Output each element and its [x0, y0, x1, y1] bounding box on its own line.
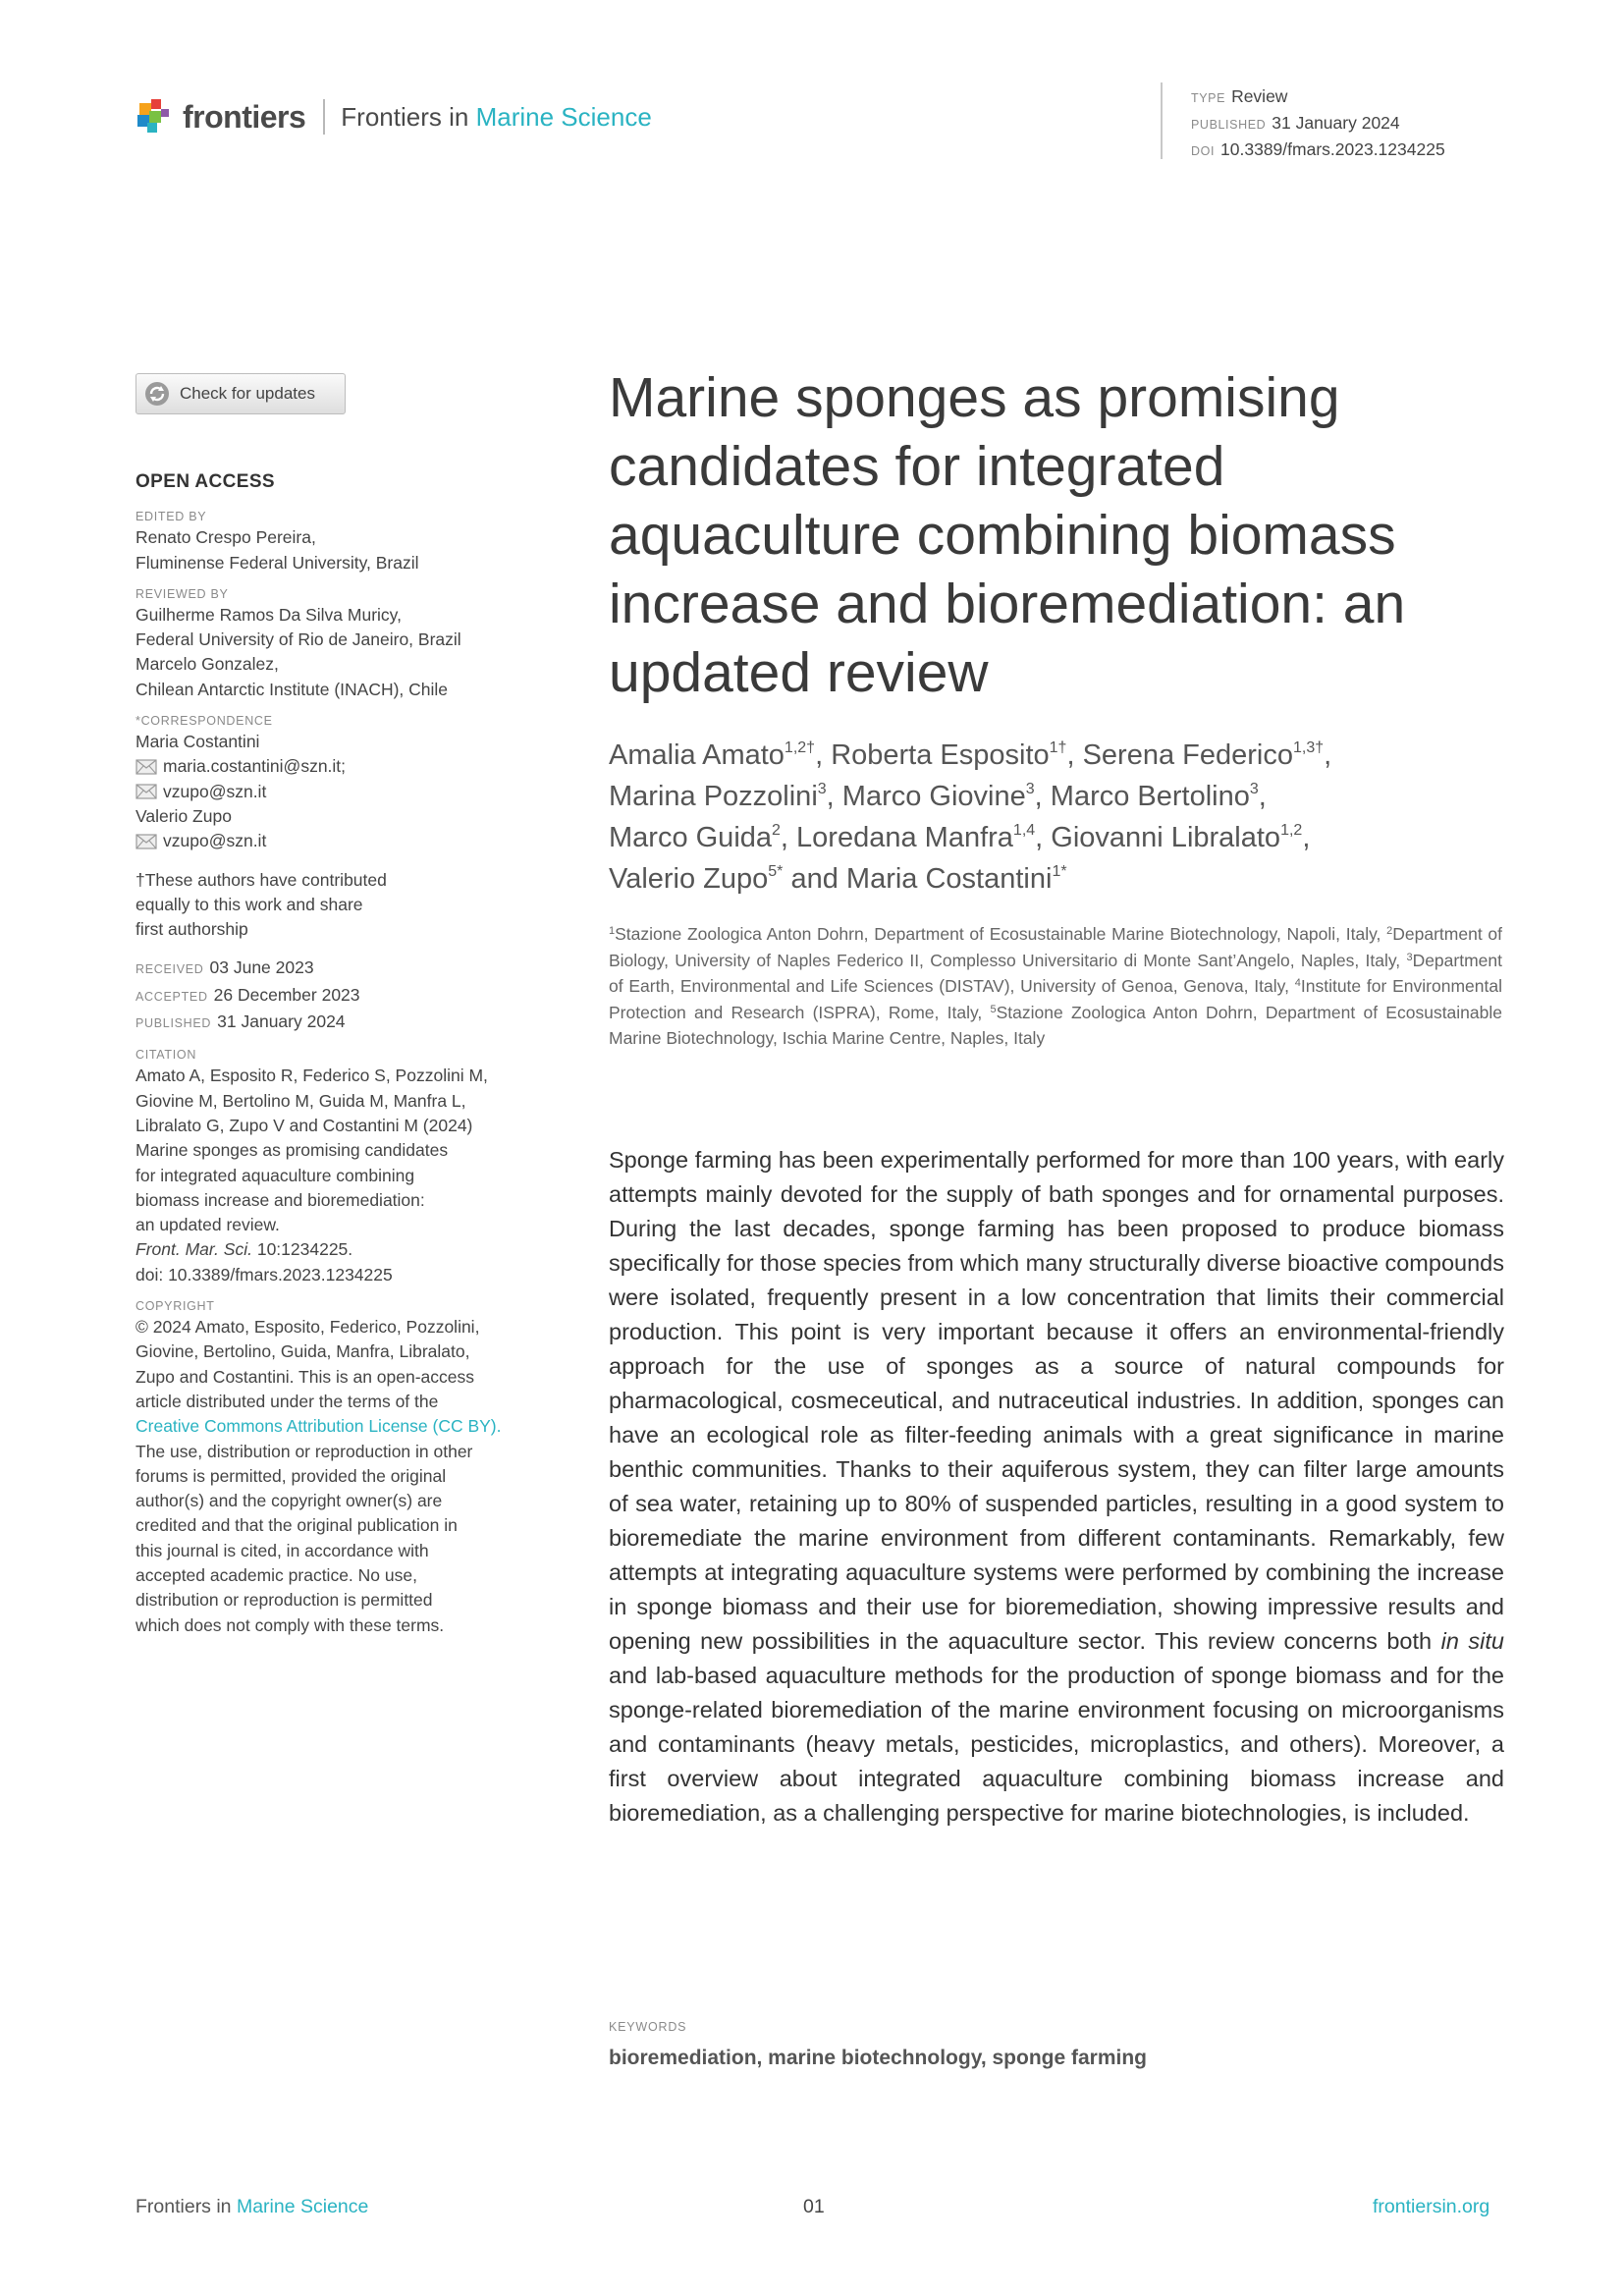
accepted-label: ACCEPTED: [135, 989, 208, 1004]
author[interactable]: Marco Guida$^2$: [609, 822, 781, 853]
affiliations: $^1$Stazione Zoologica Anton Dohrn, Department of Ecosustainable Marine Biotechnology, Napoli, Italy, $^2$Department of Biology, University of Naples Federico II, Complesso Universitario di Monte Sant’Angelo, Naples, Italy, $^3$Department of Earth, Environmental and Life Sciences (DISTAV), University of Genoa, Genova, Italy, $^4$Institute for Environmental Protection and Research (ISPRA), Rome, Italy, $^5$Stazione Zoologica Anton Dohrn, Department of Ecosustainable Marine Biotechnology, Ischia Marine Centre, Naples, Italy: [609, 924, 1502, 1048]
journal-prefix: Frontiers in: [341, 101, 469, 132]
meta-type: TYPE Review: [1191, 86, 1288, 106]
reviewer-name: Marcelo Gonzalez,: [135, 654, 279, 675]
frontiers-wordmark: frontiers: [183, 98, 306, 135]
frontiers-logo[interactable]: [135, 95, 652, 138]
author[interactable]: Serena Federico$^{1,3\dagger}$: [1082, 739, 1325, 771]
correspondence-label: *CORRESPONDENCE: [135, 714, 273, 729]
envelope-icon: [135, 834, 157, 849]
frontiers-logo-icon: [135, 97, 175, 137]
author[interactable]: Marina Pozzolini$^3$: [609, 781, 827, 812]
refresh-icon: [144, 381, 170, 407]
correspondent-name: Valerio Zupo: [135, 805, 232, 826]
edited-by-label: EDITED BY: [135, 510, 207, 524]
keywords-label: KEYWORDS: [609, 2020, 687, 2034]
meta-published: PUBLISHED 31 January 2024: [1191, 113, 1400, 133]
published-date: 31 January 2024: [217, 1011, 346, 1032]
copyright-text: © 2024 Amato, Esposito, Federico, Pozzolini, Giovine, Bertolino, Guida, Manfra, Libralato, Zupo and Costantini. This is an open-access article distributed under the terms of the Creative Commons Attribution License (CC BY). The use, distribution or reproduction in other forums is permitted, provided the original author(s) and the copyright owner(s) are credited and that the original publication in this journal is cited, in accordance with accepted academic practice. No use, distribution or reproduction is permitted which does not comply with these terms.: [135, 1315, 548, 1638]
author[interactable]: Roberta Esposito$^{1\dagger}$: [831, 739, 1067, 771]
email-link[interactable]: vzupo@szn.it: [135, 829, 548, 853]
copyright-label: COPYRIGHT: [135, 1299, 215, 1314]
envelope-icon: [135, 784, 157, 799]
meta-divider: [1161, 82, 1163, 159]
received-label: RECEIVED: [135, 962, 204, 977]
journal-name[interactable]: [341, 102, 651, 133]
sidebar: [135, 469, 548, 1638]
check-for-updates-button[interactable]: [135, 373, 346, 414]
author[interactable]: Marco Giovine$^3$: [841, 781, 1035, 812]
meta-doi: DOI 10.3389/fmars.2023.1234225: [1191, 139, 1445, 159]
email-link[interactable]: maria.costantini@szn.it;: [135, 754, 548, 779]
author[interactable]: Maria Costantini$^{1*}$: [845, 863, 1067, 895]
email-link[interactable]: vzupo@szn.it: [135, 780, 548, 804]
reviewer-name: Guilherme Ramos Da Silva Muricy,: [135, 604, 402, 625]
author[interactable]: Amalia Amato$^{1,2\dagger}$: [609, 739, 816, 771]
reviewed-by-label: REVIEWED BY: [135, 586, 229, 601]
open-access-label: OPEN ACCESS: [135, 471, 276, 492]
abstract: Sponge farming has been experimentally performed for more than 100 years, with early attempts mainly devoted for the supply of bath sponges and for ornamental purposes. During the last decades, sponge farming has been proposed to produce biomass specifically for those species from which many structurally diverse bioactive compounds were isolated, frequently present in a low concentration that limits their commercial production. This point is very important because it offers an environmental-friendly approach for the use of sponges as a source of natural compounds for pharmacological, cosmeceutical, and nutraceutical industries. In addition, sponges can have an ecological role as filter-feeding animals with a great significance in marine benthic communities. Thanks to their aquiferous system, they can filter large amounts of sea water, retaining up to 80% of suspended particles, resulting in a good system to bioremediate the marine environment from different contaminants. Remarkably, few attempts at integrating aquaculture systems were performed by combining the increase in sponge biomass and their use for bioremediation, showing impressive results and opening new possibilities in the aquaculture sector. This review concerns both in situ and lab-based aquaculture methods for the production of sponge biomass and for the sponge-related bioremediation of the marine environment focusing on microorganisms and contaminants (heavy metals, pesticides, microplastics, and others). Moreover, a first overview about integrated aquaculture combining biomass increase and bioremediation, as a challenging perspective for marine biotechnologies, is included.: [609, 1147, 1505, 1826]
author[interactable]: Loredana Manfra$^{1,4}$: [796, 822, 1036, 853]
logo-separator: [323, 99, 325, 135]
correspondent-name: Maria Costantini: [135, 732, 260, 752]
citation-text: Amato A, Esposito R, Federico S, Pozzolini M, Giovine M, Bertolino M, Guida M, Manfra L, Libralato G, Zupo V and Costantini M (2024) Marine sponges as promising candidates for integrated aquaculture combining biomass increase and bioremediation: an updated review. Front. Mar. Sci. 10:1234225. doi: 10.3389/fmars.2023.1234225: [135, 1064, 548, 1287]
footer-journal[interactable]: Frontiers in Marine Science: [135, 2196, 369, 2217]
author[interactable]: Valerio Zupo$^{5*}$: [609, 863, 784, 895]
envelope-icon: [135, 759, 157, 775]
editor-name: Renato Crespo Pereira,: [135, 527, 316, 548]
published-label: PUBLISHED: [135, 1016, 212, 1031]
author-list: Amalia Amato$^{1,2\dagger}$, Roberta Esposito$^{1\dagger}$, Serena Federico$^{1,3\dagger}$, Marina Pozzolini$^3$, Marco Giovine$^3$, Marco Bertolino$^3$, Marco Guida$^2$, Loredana Manfra$^{1,4}$, Giovanni Libralato$^{1,2}$, Valerio Zupo$^{5*}$ and Maria Costantini$^{1*}$: [609, 739, 1332, 895]
article-meta: [1191, 84, 1445, 164]
article-title: Marine sponges as promising candidates for integrated aquaculture combining biomass increase and bioremediation: an updated review: [609, 366, 1406, 704]
keywords: bioremediation, marine biotechnology, sponge farming: [609, 2047, 1147, 2069]
reviewer-affiliation: Federal University of Rio de Janeiro, Brazil: [135, 629, 461, 650]
page-number: 01: [803, 2196, 825, 2217]
reviewer-affiliation: Chilean Antarctic Institute (INACH), Chile: [135, 679, 449, 699]
accepted-date: 26 December 2023: [213, 984, 360, 1005]
received-date: 03 June 2023: [209, 957, 314, 978]
check-for-updates-label: Check for updates: [180, 384, 315, 403]
equal-contribution-note: †These authors have contributed equally to this work and share first authorship: [135, 869, 387, 940]
license-link[interactable]: Creative Commons Attribution License (CC BY).: [135, 1416, 502, 1437]
editor-affiliation: Fluminense Federal University, Brazil: [135, 552, 419, 573]
citation-label: CITATION: [135, 1048, 197, 1063]
article-dates: [135, 956, 548, 1036]
footer-site-link[interactable]: frontiersin.org: [1373, 2196, 1490, 2217]
journal-title: Marine Science: [475, 101, 652, 132]
author[interactable]: Giovanni Libralato$^{1,2}$: [1051, 822, 1303, 853]
author[interactable]: Marco Bertolino$^3$: [1050, 781, 1259, 812]
citation-doi[interactable]: doi: 10.3389/fmars.2023.1234225: [135, 1264, 393, 1285]
